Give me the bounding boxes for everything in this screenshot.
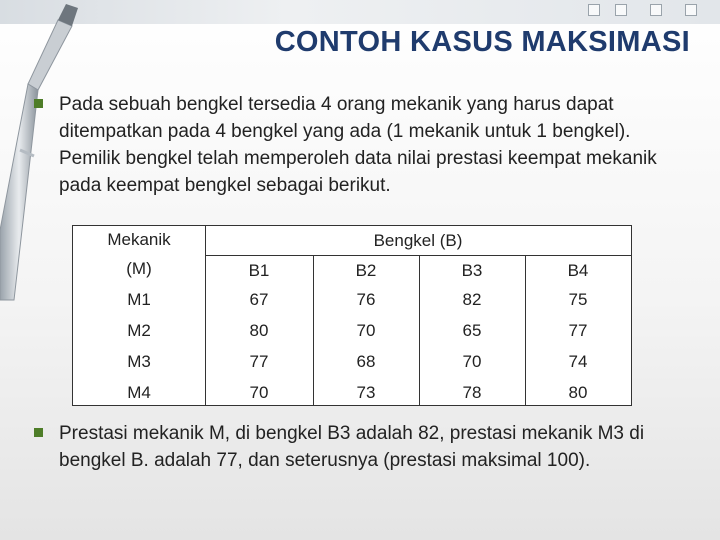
column-header: B2	[355, 261, 377, 280]
bullet-square-icon	[34, 428, 43, 437]
column-group-header: Bengkel (B)	[373, 231, 463, 250]
table-divider	[205, 255, 631, 256]
bullet-text: Prestasi mekanik M, di bengkel B3 adalah 82, prestasi mekanik M3 di bengkel B. adalah 77, dan seterusnya (prestasi maksimal 100).	[59, 423, 645, 471]
table-cell: 77	[568, 321, 588, 340]
table-cell: 76	[356, 290, 376, 309]
table-divider	[205, 226, 206, 405]
table-cell: 70	[356, 321, 376, 340]
decorative-square	[685, 4, 697, 16]
column-header: B3	[461, 261, 483, 280]
slide-title: CONTOH KASUS MAKSIMASI	[274, 26, 690, 58]
performance-table	[72, 225, 632, 406]
table-cell: 70	[249, 383, 269, 402]
row-label: M1	[127, 290, 151, 309]
table-cell: 65	[462, 321, 482, 340]
table-cell: 67	[249, 290, 269, 309]
top-decorative-band	[0, 0, 720, 24]
table-cell: 74	[568, 352, 588, 371]
table-cell: 80	[568, 383, 588, 402]
row-header-label: (M)	[126, 259, 152, 278]
bullet-paragraph-2	[34, 420, 674, 474]
row-label: M3	[127, 352, 151, 371]
table-cell: 77	[249, 352, 269, 371]
decorative-square	[588, 4, 600, 16]
table-cell: 75	[568, 290, 588, 309]
column-header: B1	[248, 261, 270, 280]
table-cell: 68	[356, 352, 376, 371]
row-label: M2	[127, 321, 151, 340]
decorative-square	[615, 4, 627, 16]
bullet-square-icon	[34, 99, 43, 108]
bullet-paragraph-1	[34, 91, 674, 199]
bullet-text: Pada sebuah bengkel tersedia 4 orang mekanik yang harus dapat ditempatkan pada 4 bengkel yang ada (1 mekanik untuk 1 bengkel). Pemilik bengkel telah memperoleh data nilai prestasi keempat mekanik pada keempat bengkel sebagai berikut.	[59, 94, 657, 196]
row-label: M4	[127, 383, 151, 402]
row-header-label: Mekanik	[107, 230, 171, 249]
table-cell: 82	[462, 290, 482, 309]
column-header: B4	[567, 261, 589, 280]
decorative-square	[650, 4, 662, 16]
table-cell: 80	[249, 321, 269, 340]
table-cell: 73	[356, 383, 376, 402]
table-cell: 78	[462, 383, 482, 402]
table-cell: 70	[462, 352, 482, 371]
